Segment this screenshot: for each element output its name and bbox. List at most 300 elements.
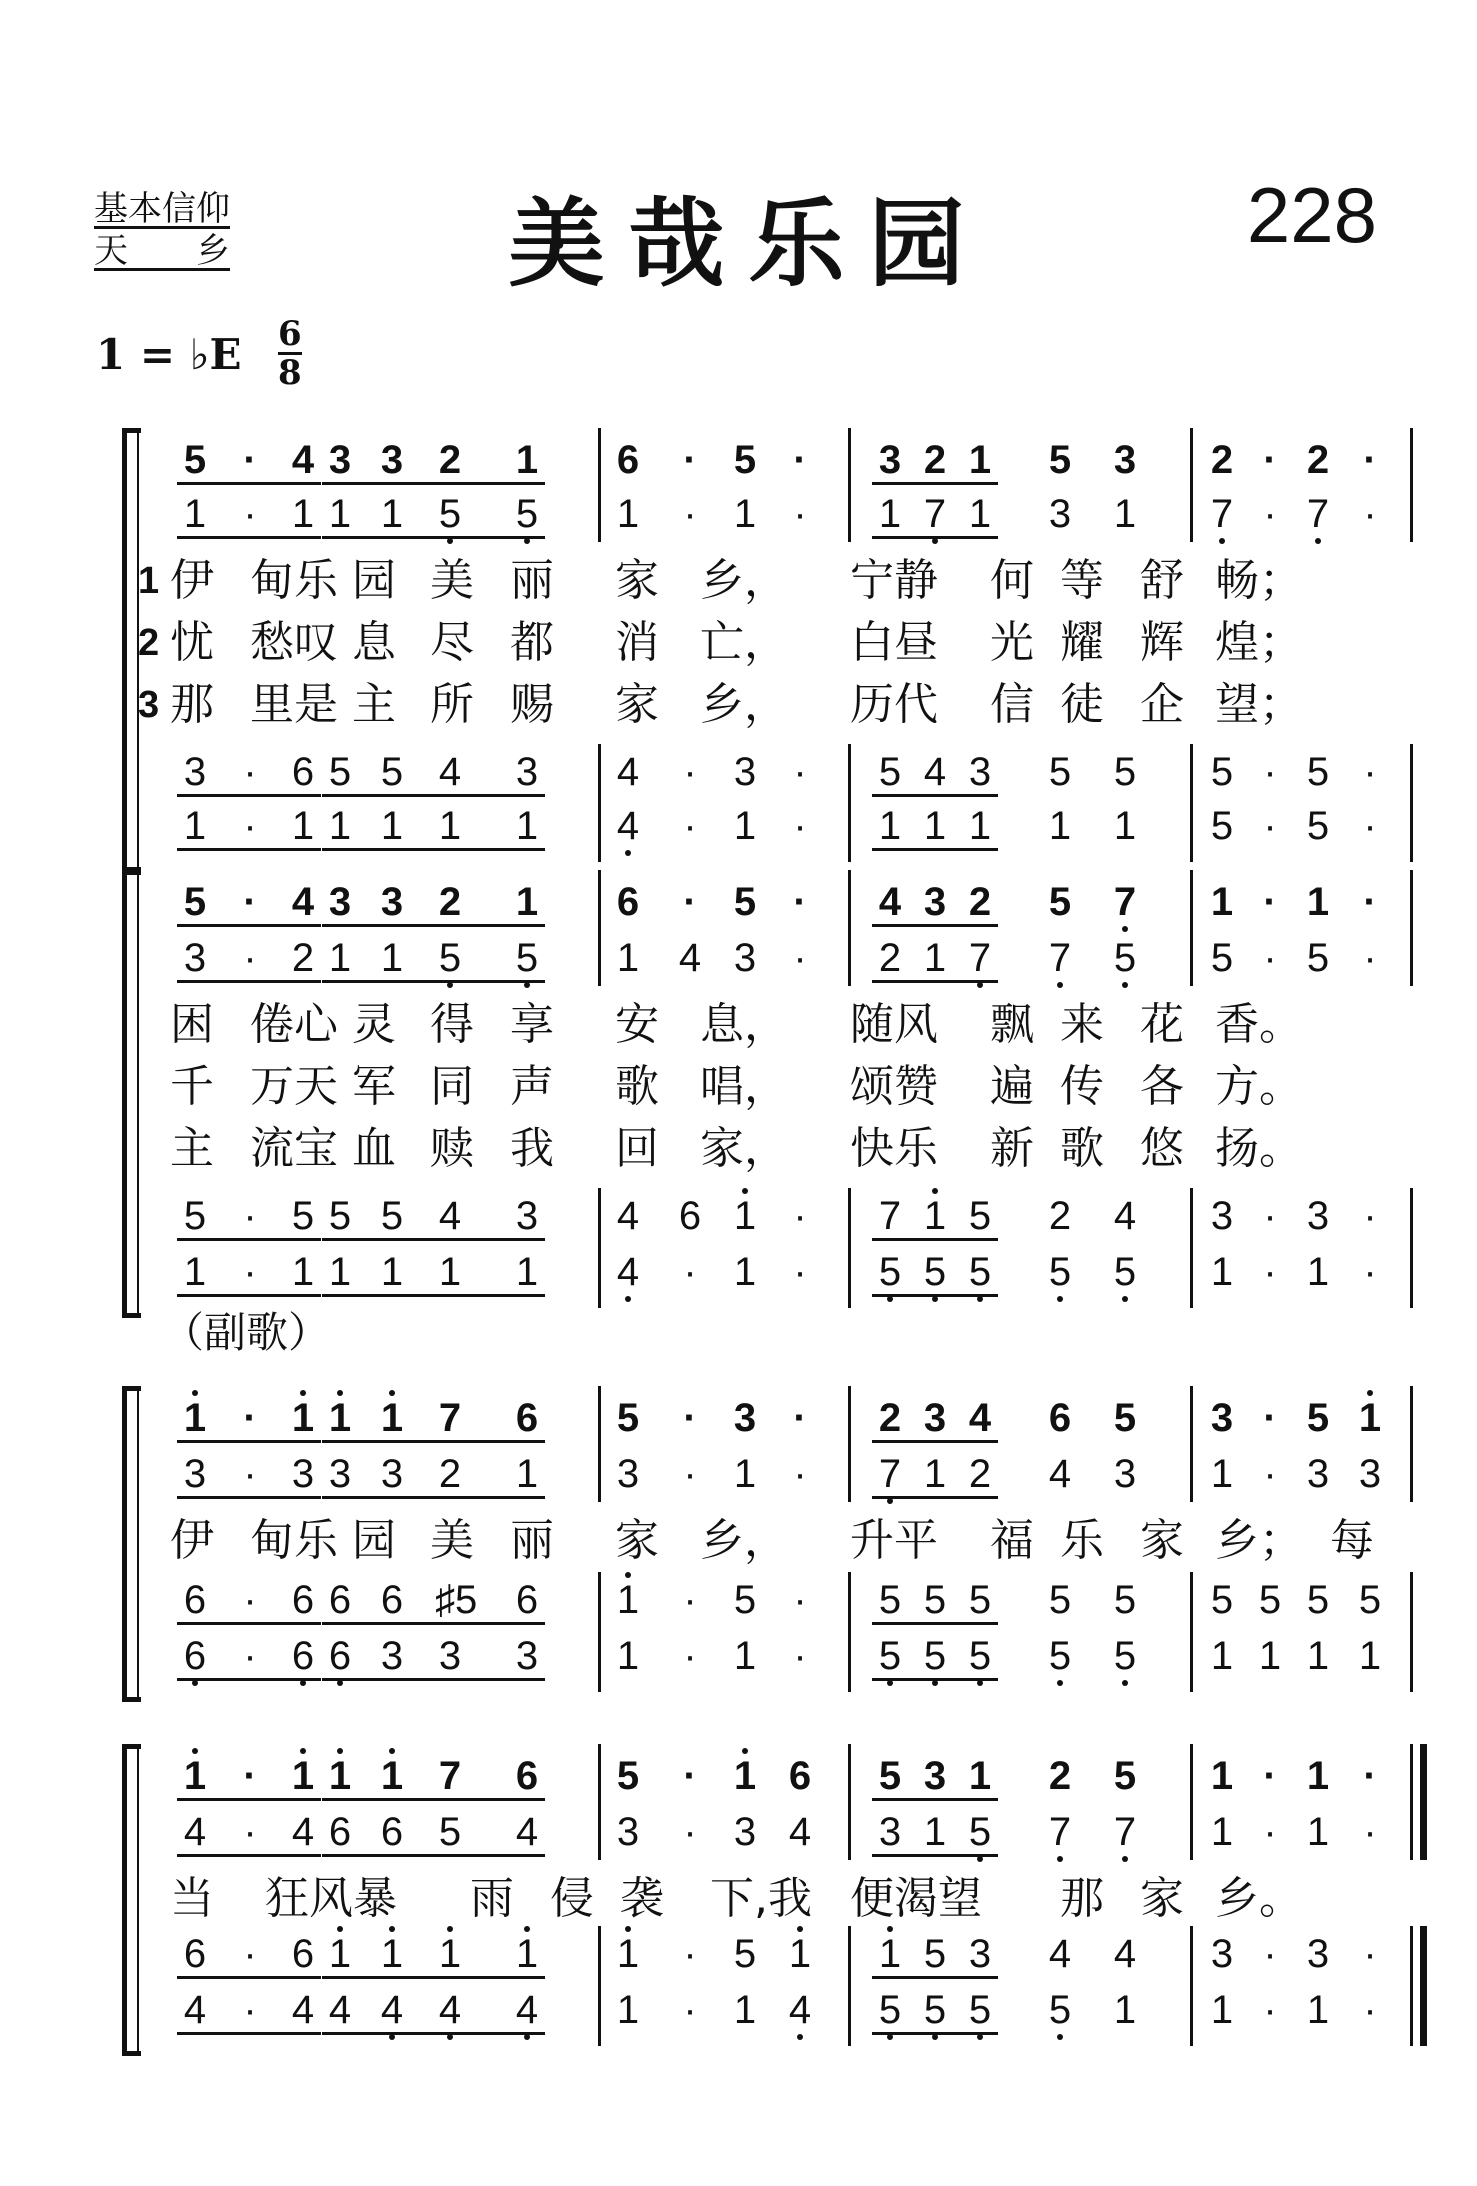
- note-s3-a0-15: 1: [968, 1754, 992, 1798]
- lyric-s2-v0-3: 美: [430, 1515, 474, 1566]
- note-s3-b0-0: 6: [183, 1932, 207, 1976]
- lyric-s1-v0-11: 香。: [1215, 999, 1303, 1050]
- octave-up-dot: [932, 1188, 938, 1194]
- lyric-s0-v0-2: 园: [352, 555, 396, 606]
- note-s1-a1-5: 5: [438, 936, 462, 980]
- lyric-s0-v2-10: 企: [1140, 679, 1184, 730]
- note-s2-b0-14: 5: [923, 1578, 947, 1622]
- note-s2-a1-14: 1: [923, 1452, 947, 1496]
- note-s2-a1-6: 1: [515, 1452, 539, 1496]
- note-s0-a1-4: 1: [380, 492, 404, 536]
- note-s2-a1-0: 3: [183, 1452, 207, 1496]
- note-s3-b0-11: 1: [788, 1932, 812, 1976]
- lyric-s0-v1-2: 息: [352, 617, 396, 668]
- note-s1-a0-11: ·: [793, 880, 807, 924]
- note-s0-b0-2: 6: [291, 750, 315, 794]
- note-s1-a1-16: 7: [1048, 936, 1072, 980]
- barline: [598, 1744, 601, 1860]
- note-s2-a0-13: 2: [878, 1396, 902, 1440]
- beam-line: [872, 2032, 998, 2035]
- beam-line: [177, 1976, 321, 1979]
- beam-line: [322, 924, 545, 927]
- note-s2-a1-5: 2: [438, 1452, 462, 1496]
- lyric-s2-v0-0: 伊: [170, 1515, 214, 1566]
- beam-line: [177, 1238, 321, 1241]
- note-s3-a1-15: 5: [968, 1810, 992, 1854]
- note-s2-b1-2: 6: [291, 1634, 315, 1678]
- note-s2-b0-4: 6: [380, 1578, 404, 1622]
- beam-line: [177, 924, 321, 927]
- octave-down-dot: [625, 1296, 631, 1302]
- lyric-s1-v0-9: 来: [1060, 999, 1104, 1050]
- note-s2-a0-15: 4: [968, 1396, 992, 1440]
- beam-line: [322, 1976, 545, 1979]
- note-s2-b0-6: 6: [515, 1578, 539, 1622]
- note-s0-a1-3: 1: [328, 492, 352, 536]
- note-s0-a1-0: 1: [183, 492, 207, 536]
- note-s3-a1-13: 3: [878, 1810, 902, 1854]
- note-s3-b0-4: 1: [380, 1932, 404, 1976]
- note-s3-a1-1: ·: [243, 1810, 257, 1854]
- lyric-s0-v2-11: 望；: [1215, 679, 1303, 730]
- beam-line: [322, 1238, 545, 1241]
- lyric-s0-v1-8: 光: [990, 617, 1034, 668]
- note-s3-b1-17: 1: [1113, 1988, 1137, 2032]
- lyric-s3-v0-1: 狂风暴: [265, 1873, 397, 1924]
- note-s1-b1-9: ·: [683, 1250, 697, 1294]
- note-s2-b1-14: 5: [923, 1634, 947, 1678]
- lyric-s3-v0-9: 乡。: [1215, 1873, 1303, 1924]
- octave-up-dot: [192, 1748, 198, 1754]
- note-s1-a0-21: 1: [1306, 880, 1330, 924]
- note-s0-a0-4: 3: [380, 438, 404, 482]
- note-s0-a0-1: ·: [243, 438, 257, 482]
- lyric-s0-v1-5: 消: [615, 617, 659, 668]
- octave-up-dot: [300, 1748, 306, 1754]
- note-s0-b1-17: 1: [1113, 804, 1137, 848]
- lyric-s0-v1-7: 白昼: [850, 617, 938, 668]
- note-s1-b1-11: ·: [793, 1250, 807, 1294]
- note-s3-a1-6: 4: [515, 1810, 539, 1854]
- note-s0-a0-11: ·: [793, 438, 807, 482]
- beam-line: [322, 2032, 545, 2035]
- note-s3-b1-6: 4: [515, 1988, 539, 2032]
- lyric-s1-v0-1: 倦心: [250, 999, 338, 1050]
- note-s0-a1-15: 1: [968, 492, 992, 536]
- final-barline: [1420, 1926, 1427, 2046]
- note-s0-b1-10: 1: [733, 804, 757, 848]
- beam-line: [322, 1294, 545, 1297]
- octave-down-dot: [1122, 982, 1128, 988]
- lyric-s1-v2-8: 新: [990, 1123, 1034, 1174]
- lyric-s1-v0-8: 飘: [990, 999, 1034, 1050]
- note-s0-a0-21: 2: [1306, 438, 1330, 482]
- barline: [1410, 1572, 1413, 1692]
- lyric-s3-v0-0: 当: [170, 1873, 214, 1924]
- barline: [598, 744, 601, 862]
- note-s3-b1-5: 4: [438, 1988, 462, 2032]
- lyric-s1-v1-2: 军: [352, 1061, 396, 1112]
- note-s3-b1-0: 4: [183, 1988, 207, 2032]
- note-s1-b0-8: 4: [616, 1194, 640, 1238]
- note-s0-b1-1: ·: [243, 804, 257, 848]
- octave-down-dot: [1122, 926, 1128, 932]
- note-s0-a1-19: 7: [1210, 492, 1234, 536]
- note-s0-b0-11: ·: [793, 750, 807, 794]
- lyric-s1-v1-10: 各: [1140, 1061, 1184, 1112]
- note-s2-a1-8: 3: [616, 1452, 640, 1496]
- octave-down-dot: [1057, 1296, 1063, 1302]
- note-s0-a0-22: ·: [1363, 438, 1377, 482]
- note-s0-b0-20: ·: [1263, 750, 1277, 794]
- note-s1-a0-5: 2: [438, 880, 462, 924]
- note-s0-a1-2: 1: [291, 492, 315, 536]
- note-s1-a1-8: 1: [616, 936, 640, 980]
- lyric-s0-v0-5: 家: [615, 555, 659, 606]
- key-signature: 1 = ♭E: [96, 330, 242, 379]
- octave-up-dot: [447, 1926, 453, 1932]
- note-s1-a0-8: 6: [616, 880, 640, 924]
- note-s0-b1-2: 1: [291, 804, 315, 848]
- note-s1-b0-17: 4: [1113, 1194, 1137, 1238]
- note-s2-b1-13: 5: [878, 1634, 902, 1678]
- note-s1-a0-9: ·: [683, 880, 697, 924]
- note-s3-a0-21: 1: [1306, 1754, 1330, 1798]
- note-s0-a1-17: 1: [1113, 492, 1137, 536]
- beam-line: [177, 1678, 321, 1681]
- note-s1-b1-0: 1: [183, 1250, 207, 1294]
- octave-up-dot: [625, 1926, 631, 1932]
- note-s1-a0-0: 5: [183, 880, 207, 924]
- note-s0-b1-16: 1: [1048, 804, 1072, 848]
- note-s0-b1-0: 1: [183, 804, 207, 848]
- lyric-s2-v0-5: 家: [615, 1515, 659, 1566]
- note-s3-b1-9: ·: [683, 1988, 697, 2032]
- note-s2-b1-22: 1: [1358, 1634, 1382, 1678]
- note-s1-b1-8: 4: [616, 1250, 640, 1294]
- note-s2-a0-8: 5: [616, 1396, 640, 1440]
- lyric-s0-v0-7: 宁静: [850, 555, 938, 606]
- barline: [1190, 744, 1193, 862]
- lyric-s0-v0-3: 美: [430, 555, 474, 606]
- lyric-s0-v1-10: 辉: [1140, 617, 1184, 668]
- beam-line: [177, 482, 321, 485]
- note-s1-a0-3: 3: [328, 880, 352, 924]
- note-s1-b1-20: ·: [1263, 1250, 1277, 1294]
- lyric-s0-v2-4: 赐: [510, 679, 554, 730]
- octave-up-dot: [337, 1748, 343, 1754]
- note-s3-a0-16: 2: [1048, 1754, 1072, 1798]
- beam-line: [322, 848, 545, 851]
- note-s1-b0-1: ·: [243, 1194, 257, 1238]
- note-s3-a0-0: 1: [183, 1754, 207, 1798]
- note-s0-b1-5: 1: [438, 804, 462, 848]
- note-s2-a0-21: 5: [1306, 1396, 1330, 1440]
- lyric-s1-v2-1: 流宝: [250, 1123, 338, 1174]
- lyric-s1-v0-5: 安: [615, 999, 659, 1050]
- lyric-s0-v2-6: 乡，: [700, 679, 788, 730]
- lyric-s0-v1-11: 煌；: [1215, 617, 1303, 668]
- note-s3-b0-21: 3: [1306, 1932, 1330, 1976]
- octave-down-dot: [1057, 1680, 1063, 1686]
- note-s1-a1-13: 2: [878, 936, 902, 980]
- barline: [598, 870, 601, 986]
- lyric-s0-v2-9: 徒: [1060, 679, 1104, 730]
- note-s1-b0-22: ·: [1363, 1194, 1377, 1238]
- note-s1-a1-4: 1: [380, 936, 404, 980]
- note-s0-b0-9: ·: [683, 750, 697, 794]
- note-s3-a0-14: 3: [923, 1754, 947, 1798]
- lyric-s1-v0-7: 随风: [850, 999, 938, 1050]
- lyric-s1-v1-8: 遍: [990, 1061, 1034, 1112]
- note-s0-a1-9: ·: [683, 492, 697, 536]
- note-s0-a0-14: 2: [923, 438, 947, 482]
- lyric-s0-v1-3: 尽: [430, 617, 474, 668]
- note-s3-b1-20: ·: [1263, 1988, 1277, 2032]
- barline: [1190, 870, 1193, 986]
- note-s0-a1-11: ·: [793, 492, 807, 536]
- lyric-s1-v2-0: 主: [170, 1123, 214, 1174]
- beam-line: [872, 1678, 998, 1681]
- note-s1-a0-19: 1: [1210, 880, 1234, 924]
- barline: [848, 428, 851, 542]
- lyric-s3-v0-3: 侵: [550, 1873, 594, 1924]
- note-s0-a1-13: 1: [878, 492, 902, 536]
- note-s1-a0-17: 7: [1113, 880, 1137, 924]
- note-s3-b1-1: ·: [243, 1988, 257, 2032]
- octave-up-dot: [742, 1188, 748, 1194]
- note-s2-b0-17: 5: [1113, 1578, 1137, 1622]
- beam-line: [872, 482, 998, 485]
- note-s0-a1-20: ·: [1263, 492, 1277, 536]
- note-s2-b0-22: 5: [1358, 1578, 1382, 1622]
- octave-down-dot: [625, 850, 631, 856]
- note-s2-b1-5: 3: [438, 1634, 462, 1678]
- lyric-s0-v1-1: 愁叹: [250, 617, 338, 668]
- note-s0-a0-17: 3: [1113, 438, 1137, 482]
- note-s2-b1-19: 1: [1210, 1634, 1234, 1678]
- note-s3-a1-20: ·: [1263, 1810, 1277, 1854]
- beam-line: [322, 1440, 545, 1443]
- lyric-s3-v0-2: 雨: [470, 1873, 514, 1924]
- note-s0-a0-13: 3: [878, 438, 902, 482]
- barline: [1190, 1188, 1193, 1308]
- beam-line: [322, 1622, 545, 1625]
- note-s1-b1-2: 1: [291, 1250, 315, 1294]
- note-s1-a1-2: 2: [291, 936, 315, 980]
- lyric-s0-v0-4: 丽: [510, 555, 554, 606]
- note-s3-b0-19: 3: [1210, 1932, 1234, 1976]
- barline: [848, 870, 851, 986]
- beam-line: [322, 794, 545, 797]
- octave-down-dot: [1057, 2034, 1063, 2040]
- note-s2-a0-9: ·: [683, 1396, 697, 1440]
- barline: [598, 1572, 601, 1692]
- note-s2-b1-0: 6: [183, 1634, 207, 1678]
- note-s2-a1-9: ·: [683, 1452, 697, 1496]
- lyric-s2-v0-12: 每: [1330, 1515, 1374, 1566]
- barline: [1410, 1744, 1413, 1860]
- lyric-s1-v0-2: 灵: [352, 999, 396, 1050]
- note-s0-a1-22: ·: [1363, 492, 1377, 536]
- barline: [848, 1572, 851, 1692]
- note-s2-b1-1: ·: [243, 1634, 257, 1678]
- beam-line: [872, 1622, 998, 1625]
- note-s1-a0-16: 5: [1048, 880, 1072, 924]
- lyric-s3-v0-5: 下,我: [710, 1873, 812, 1924]
- lyric-s2-v0-6: 乡，: [700, 1515, 788, 1566]
- lyric-s0-v0-6: 乡，: [700, 555, 788, 606]
- note-s1-b0-20: ·: [1263, 1194, 1277, 1238]
- lyric-s0-v2-2: 主: [352, 679, 396, 730]
- note-s2-a1-10: 1: [733, 1452, 757, 1496]
- note-s0-b0-4: 5: [380, 750, 404, 794]
- time-top: 6: [278, 314, 302, 354]
- note-s0-a0-10: 5: [733, 438, 757, 482]
- note-s1-a0-1: ·: [243, 880, 257, 924]
- beam-line: [177, 1496, 321, 1499]
- note-s0-b0-21: 5: [1306, 750, 1330, 794]
- note-s3-b0-16: 4: [1048, 1932, 1072, 1976]
- note-s3-b1-4: 4: [380, 1988, 404, 2032]
- note-s1-a1-10: 3: [733, 936, 757, 980]
- note-s3-b0-10: 5: [733, 1932, 757, 1976]
- note-s3-a1-19: 1: [1210, 1810, 1234, 1854]
- note-s2-a0-11: ·: [793, 1396, 807, 1440]
- note-s3-b1-2: 4: [291, 1988, 315, 2032]
- octave-up-dot: [625, 1572, 631, 1578]
- note-s2-b1-17: 5: [1113, 1634, 1137, 1678]
- note-s1-a1-11: ·: [793, 936, 807, 980]
- note-s3-a1-14: 1: [923, 1810, 947, 1854]
- barline: [1410, 1926, 1413, 2046]
- note-s3-b1-13: 5: [878, 1988, 902, 2032]
- beam-line: [872, 848, 998, 851]
- note-s1-b1-19: 1: [1210, 1250, 1234, 1294]
- lyric-s2-v0-11: 乡；: [1215, 1515, 1303, 1566]
- lyric-s1-v1-0: 千: [170, 1061, 214, 1112]
- note-s2-a1-20: ·: [1263, 1452, 1277, 1496]
- note-s1-b1-16: 5: [1048, 1250, 1072, 1294]
- note-s1-a0-2: 4: [291, 880, 315, 924]
- note-s2-a1-11: ·: [793, 1452, 807, 1496]
- category-line-2: 天 乡: [94, 231, 230, 271]
- note-s2-b0-19: 5: [1210, 1578, 1234, 1622]
- lyric-s1-v0-6: 息，: [700, 999, 788, 1050]
- note-s2-b1-15: 5: [968, 1634, 992, 1678]
- lyric-s1-v1-7: 颂赞: [850, 1061, 938, 1112]
- system-bracket: [122, 870, 141, 1318]
- note-s2-a0-5: 7: [438, 1396, 462, 1440]
- note-s1-b1-3: 1: [328, 1250, 352, 1294]
- note-s3-a0-4: 1: [380, 1754, 404, 1798]
- note-s1-b1-1: ·: [243, 1250, 257, 1294]
- note-s0-b1-13: 1: [878, 804, 902, 848]
- barline: [1410, 1386, 1413, 1502]
- lyric-s2-v0-8: 福: [990, 1515, 1034, 1566]
- note-s3-a0-5: 7: [438, 1754, 462, 1798]
- note-s3-b0-9: ·: [683, 1932, 697, 1976]
- note-s0-b0-3: 5: [328, 750, 352, 794]
- note-s0-a1-16: 3: [1048, 492, 1072, 536]
- note-s1-a1-0: 3: [183, 936, 207, 980]
- beam-line: [177, 1798, 321, 1801]
- beam-line: [177, 848, 321, 851]
- note-s2-b0-16: 5: [1048, 1578, 1072, 1622]
- lyric-s1-v1-9: 传: [1060, 1061, 1104, 1112]
- note-s2-a1-21: 3: [1306, 1452, 1330, 1496]
- note-s2-a0-19: 3: [1210, 1396, 1234, 1440]
- note-s0-b1-4: 1: [380, 804, 404, 848]
- note-s1-a1-17: 5: [1113, 936, 1137, 980]
- note-s0-b0-15: 3: [968, 750, 992, 794]
- note-s1-b1-17: 5: [1113, 1250, 1137, 1294]
- octave-down-dot: [1057, 982, 1063, 988]
- note-s0-a1-1: ·: [243, 492, 257, 536]
- note-s0-b1-21: 5: [1306, 804, 1330, 848]
- note-s1-b1-4: 1: [380, 1250, 404, 1294]
- beam-line: [322, 1798, 545, 1801]
- note-s1-b0-14: 1: [923, 1194, 947, 1238]
- note-s3-b0-5: 1: [438, 1932, 462, 1976]
- hymn-number: 228: [1246, 171, 1377, 259]
- note-s3-b1-8: 1: [616, 1988, 640, 2032]
- note-s1-b0-11: ·: [793, 1194, 807, 1238]
- note-s1-a1-22: ·: [1363, 936, 1377, 980]
- note-s2-a0-1: ·: [243, 1396, 257, 1440]
- octave-down-dot: [1315, 538, 1321, 544]
- note-s1-b1-15: 5: [968, 1250, 992, 1294]
- note-s1-b0-9: 6: [678, 1194, 702, 1238]
- note-s1-a0-15: 2: [968, 880, 992, 924]
- beam-line: [322, 1854, 545, 1857]
- note-s3-b0-2: 6: [291, 1932, 315, 1976]
- note-s0-b0-10: 3: [733, 750, 757, 794]
- note-s3-a0-6: 6: [515, 1754, 539, 1798]
- lyric-s1-v1-6: 唱，: [700, 1061, 788, 1112]
- note-s0-a1-6: 5: [515, 492, 539, 536]
- note-s3-b1-10: 1: [733, 1988, 757, 2032]
- note-s0-b0-13: 5: [878, 750, 902, 794]
- beam-line: [322, 1678, 545, 1681]
- lyric-s1-v0-0: 困: [170, 999, 214, 1050]
- lyric-s1-v1-1: 万天: [250, 1061, 338, 1112]
- lyric-s1-v2-2: 血: [352, 1123, 396, 1174]
- note-s1-b1-6: 1: [515, 1250, 539, 1294]
- beam-line: [177, 1440, 321, 1443]
- beam-line: [322, 482, 545, 485]
- note-s0-b0-6: 3: [515, 750, 539, 794]
- note-s0-b0-16: 5: [1048, 750, 1072, 794]
- lyric-s3-v0-7: 那: [1060, 1873, 1104, 1924]
- note-s1-b0-15: 5: [968, 1194, 992, 1238]
- note-s3-a1-22: ·: [1363, 1810, 1377, 1854]
- note-s2-a1-1: ·: [243, 1452, 257, 1496]
- note-s3-a1-4: 6: [380, 1810, 404, 1854]
- note-s1-a1-21: 5: [1306, 936, 1330, 980]
- lyric-s1-v2-4: 我: [510, 1123, 554, 1174]
- octave-up-dot: [337, 1926, 343, 1932]
- note-s3-a0-20: ·: [1263, 1754, 1277, 1798]
- hymn-title: 美哉乐园: [508, 187, 989, 300]
- note-s3-b0-1: ·: [243, 1932, 257, 1976]
- note-s3-a0-1: ·: [243, 1754, 257, 1798]
- note-s2-b1-8: 1: [616, 1634, 640, 1678]
- note-s1-b0-19: 3: [1210, 1194, 1234, 1238]
- lyric-s2-v0-7: 升平: [850, 1515, 938, 1566]
- system-bracket: [122, 1386, 141, 1702]
- barline: [848, 744, 851, 862]
